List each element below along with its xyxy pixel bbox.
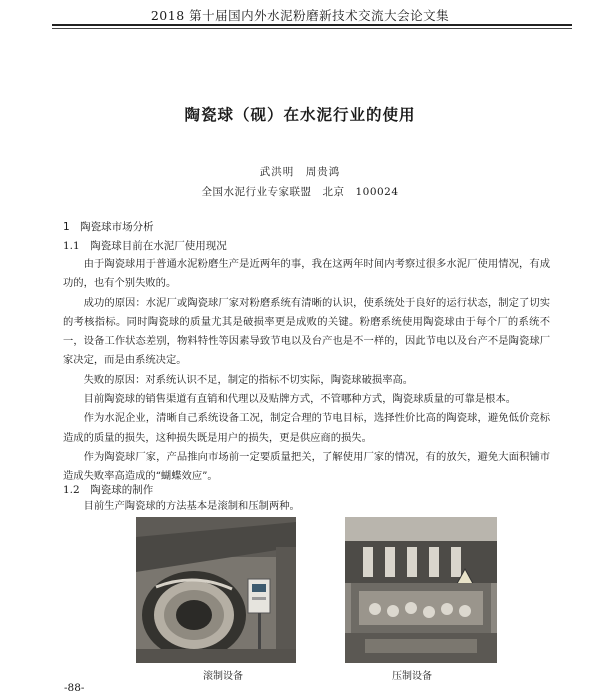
figure-caption-pressing: 压制设备 [392,671,432,682]
paragraph: 目前陶瓷球的销售渠道有直销和代理以及贴牌方式，不管哪种方式，陶瓷球质量的可靠是根本。 [83,393,517,406]
figure-caption-rolling: 滚制设备 [203,671,243,682]
paragraph: 目前生产陶瓷球的方法基本是滚制和压制两种。 [83,500,300,512]
paragraph: 作为陶瓷球厂家，产品推向市场前一定要质量把关，了解使用厂家的情况，有的放矢，避免大面积铺市造成失败率高造成的“蝴蝶效应”。 [63,450,550,483]
paper-title: 陶瓷球（砚）在水泥行业的使用 [184,106,416,124]
section-heading-1: 1 陶瓷球市场分析 [63,221,154,233]
paragraph: 成功的原因：水泥厂或陶瓷球厂家对粉磨系统有清晰的认识，使系统处于良好的运行状态，制定了切实的考核指标。同时陶瓷球的质量尤其是破损率更是成败的关键。粉磨系统使用陶瓷球由于每个厂的系统不一，设备工作状态差别，物料特性等因素导致节电以及台产也是不一样的，因此节电以及台产不是陶瓷球厂家决定，而是由系统决定。 [63,296,550,367]
subsection-heading-1-2: 1.2 陶瓷球的制作 [63,484,154,496]
paper-affiliation: 全国水泥行业专家联盟 北京 100024 [201,186,399,198]
rolling-equipment-photo [136,517,296,663]
section-1-2-body [63,497,550,516]
section-1-1-body [63,255,550,487]
page-number: -88- [64,682,85,694]
paragraph: 失败的原因：对系统认识不足，制定的指标不切实际，陶瓷球破损率高。 [83,373,414,386]
paragraph: 由于陶瓷球用于普通水泥粉磨生产是近两年的事，我在这两年时间内考察过很多水泥厂使用情况，有成功的，也有个别失败的。 [63,258,550,290]
pressing-equipment-photo [345,517,497,663]
running-header: 2018 第十届国内外水泥粉磨新技术交流大会论文集 [150,8,450,23]
paper-authors: 武洪明 周贵鸿 [259,166,341,178]
paragraph: 作为水泥企业，清晰自己系统设备工况，制定合理的节电目标，选择性价比高的陶瓷球，避免低价竞标造成的质量的损失，这种损失既是用户的损失，更是供应商的损失。 [63,412,550,444]
subsection-heading-1-1: 1.1 陶瓷球目前在水泥厂使用现况 [63,240,227,252]
header-rule-thin [52,28,572,29]
header-rule [52,24,572,26]
